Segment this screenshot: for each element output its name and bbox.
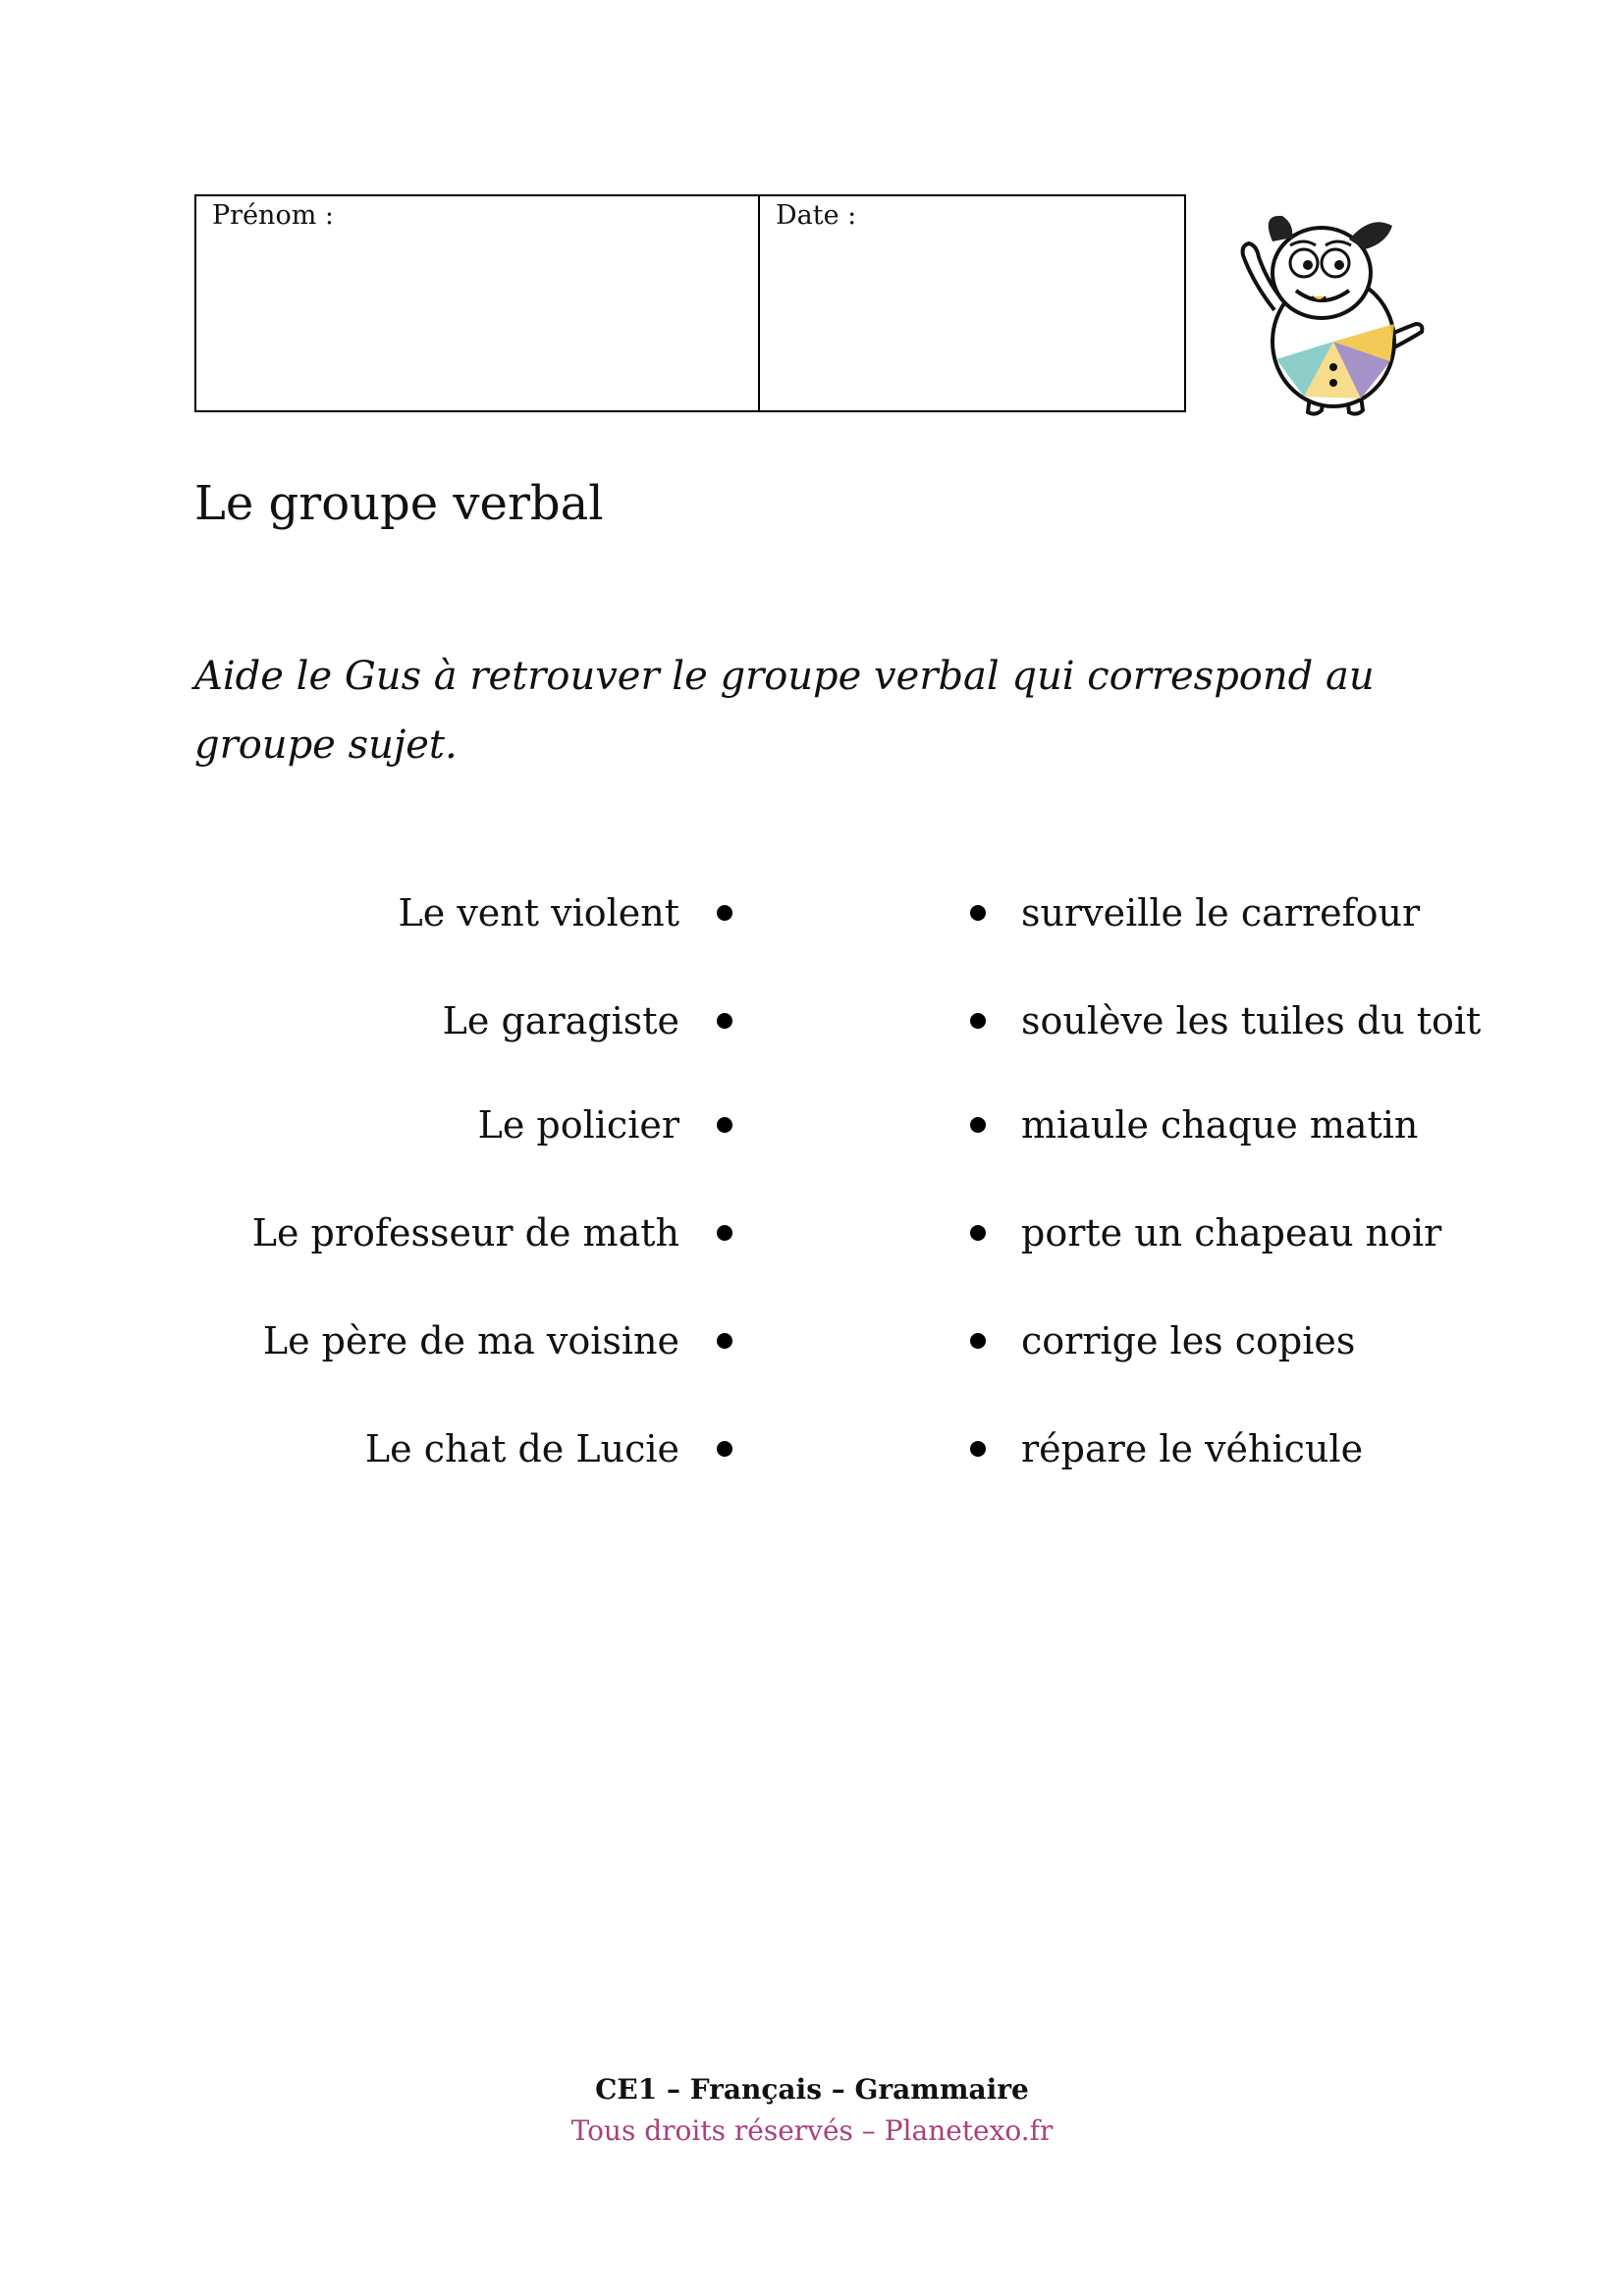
verb-group: soulève les tuiles du toit (1021, 999, 1482, 1042)
predicate-connector-dot[interactable] (970, 1441, 986, 1457)
subject-group: Le chat de Lucie (364, 1427, 679, 1470)
date-label: Date : (776, 200, 857, 231)
match-row (0, 1419, 1624, 1478)
first-name-field[interactable] (196, 196, 760, 410)
verb-group: corrige les copies (1021, 1319, 1356, 1362)
exercise-instruction: Aide le Gus à retrouver le groupe verbal qui correspond au groupe sujet. (194, 654, 1375, 768)
match-row (0, 991, 1624, 1050)
page-title: Le groupe verbal (194, 476, 604, 531)
verb-group: miaule chaque matin (1021, 1103, 1419, 1147)
verb-group: répare le véhicule (1021, 1427, 1364, 1470)
subject-connector-dot[interactable] (717, 1225, 732, 1241)
predicate-connector-dot[interactable] (970, 1225, 986, 1241)
predicate-connector-dot[interactable] (970, 905, 986, 921)
footer-course-label: CE1 – Français – Grammaire (595, 2073, 1029, 2106)
match-row (0, 883, 1624, 942)
subject-group: Le père de ma voisine (262, 1319, 679, 1362)
verb-group: porte un chapeau noir (1021, 1211, 1442, 1255)
subject-group: Le policier (477, 1103, 679, 1147)
subject-connector-dot[interactable] (717, 1441, 732, 1457)
predicate-connector-dot[interactable] (970, 1117, 986, 1133)
subject-connector-dot[interactable] (717, 1013, 732, 1029)
predicate-connector-dot[interactable] (970, 1013, 986, 1029)
student-info-box (194, 194, 1186, 412)
footer-copyright: Tous droits réservés – Planetexo.fr (570, 2114, 1054, 2147)
predicate-connector-dot[interactable] (970, 1333, 986, 1349)
subject-group: Le vent violent (398, 891, 679, 934)
subject-group: Le professeur de math (251, 1211, 679, 1255)
match-row (0, 1311, 1624, 1370)
gus-mascot-illustration (1214, 194, 1439, 420)
date-field[interactable] (760, 196, 1184, 410)
subject-group: Le garagiste (442, 999, 679, 1042)
verb-group: surveille le carrefour (1021, 891, 1421, 934)
match-row (0, 1095, 1624, 1154)
subject-connector-dot[interactable] (717, 1117, 732, 1133)
subject-connector-dot[interactable] (717, 1333, 732, 1349)
match-row (0, 1203, 1624, 1262)
first-name-label: Prénom : (212, 200, 334, 231)
subject-connector-dot[interactable] (717, 905, 732, 921)
